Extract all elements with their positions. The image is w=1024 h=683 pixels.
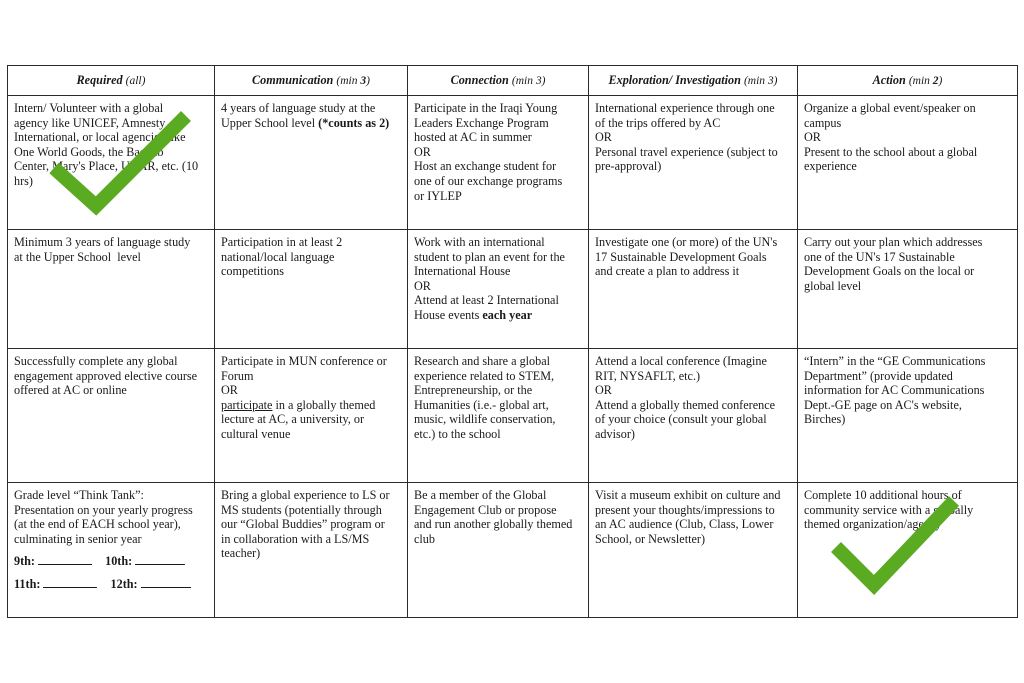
cell-line: OR [804,130,821,145]
cell-line: global level [804,278,862,293]
cell-line: community service with a globally [804,502,974,517]
cell-line: Engagement Club or propose [414,502,557,517]
cell-line: Department” (provide updated [804,368,953,383]
grade-11-field[interactable] [14,577,107,592]
cell-required [8,483,215,618]
cell-line: Attend a globally themed conference [595,397,776,412]
min-num: 3 [535,74,542,87]
cell-line: Be a member of the Global [414,488,547,502]
grade-label: 9th: [14,554,35,569]
cell-line: offered at AC or online [14,383,127,398]
header-row [8,66,1018,96]
grade-10-field[interactable] [105,554,185,569]
cell-line: lecture at AC, a university, or [221,412,365,427]
header-required [8,66,215,96]
cell-line: OR [414,144,431,159]
cell-line: One World Goods, the Baobab [14,144,164,159]
cell-line: competitions [221,264,284,279]
cell-line: experience related to STEM, [414,368,555,383]
min-suffix: ) [366,74,370,87]
cell-communication [215,483,408,618]
header-title: Required [76,72,123,87]
cell-line: Center, Mary's Place, UNAR, etc. (10 [14,159,199,174]
cell-line: OR [595,130,612,145]
cell-line: Birches) [804,412,846,427]
min-num: 3 [360,74,367,87]
cell-line: advisor) [595,426,635,441]
table-row [8,483,1018,618]
cell-line: OR [595,383,612,398]
cell-line: Organize a global event/speaker on [804,101,976,115]
cell-line: Complete 10 additional hours of [804,488,962,502]
cell-line: Present to the school about a global [804,144,978,159]
cell-line: Forum [221,368,254,383]
cell-line: Presentation on your yearly progress [14,502,193,517]
cell-line: Humanities (i.e.- global art, [414,397,549,412]
cell-line: national/local language [221,249,335,264]
table-row [8,349,1018,483]
cell-line: OR [221,383,238,398]
cell-line: Bring a global experience to LS or [221,488,390,502]
cell-line: one of our exchange programs [414,173,563,188]
cell-line: Participation in at least 2 [221,235,343,249]
cell-line: 17 Sustainable Development Goals [595,249,767,264]
cell-exploration [589,349,798,483]
grade-9-field[interactable] [14,554,102,569]
cell-line: Investigate one (or more) of the UN's [595,235,778,249]
cell-line: (at the end of EACH school year), [14,517,181,532]
cell-line: Grade level “Think Tank”: [14,488,144,502]
cell-text: Upper School level [221,115,319,130]
cell-line: Attend a local conference (Imagine [595,354,767,368]
header-min [909,75,943,87]
cell-line: our “Global Buddies” program or [221,517,385,532]
cell-line: an AC audience (Club, Class, Lower [595,517,774,532]
cell-action [798,96,1018,230]
cell-line: International experience through one [595,101,775,115]
grade-10-blank[interactable] [135,554,185,565]
cell-line: Development Goals on the local or [804,264,975,279]
cell-line [414,308,582,323]
cell-line: International, or local agencies like [14,130,186,145]
cell-required [8,349,215,483]
header-title: Action [872,72,906,87]
cell-line: “Intern” in the “GE Communications [804,354,986,368]
grade-row-9-10 [14,554,208,569]
cell-line: Participate in the Iraqi Young [414,101,558,115]
cell-action [798,349,1018,483]
cell-text: House events [414,307,483,322]
cell-line: experience [804,159,857,174]
each-year-emphasis: each year [482,307,533,322]
cell-line: Entrepreneurship, or the [414,383,533,398]
cell-line: Leaders Exchange Program [414,115,549,130]
header-min [744,75,778,87]
cell-connection [408,349,589,483]
header-min [336,75,370,87]
participate-underlined: participate [221,397,273,412]
cell-line: etc.) to the school [414,426,501,441]
cell-line: and create a plan to address it [595,264,740,279]
cell-communication [215,349,408,483]
header-connection [408,66,589,96]
cell-line: Intern/ Volunteer with a global [14,101,164,115]
cell-line: Successfully complete any global [14,354,178,368]
cell-line: campus [804,115,842,130]
cell-line: RIT, NYSAFLT, etc.) [595,368,701,383]
cell-line: at the Upper School level [14,249,141,264]
header-title: Communication [252,72,334,87]
grade-12-blank[interactable] [141,577,191,588]
cell-text: in a globally themed [272,397,376,412]
cell-line: International House [414,264,511,279]
grade-row-11-12 [14,577,208,592]
cell-line: Dept.-GE page on AC's website, [804,397,962,412]
cell-exploration [589,96,798,230]
cell-line: OR [414,278,431,293]
header-exploration [589,66,798,96]
cell-line: club [414,531,435,546]
cell-line [221,398,401,413]
header-min [512,75,546,87]
cell-action [798,483,1018,618]
min-suffix: ) [938,74,943,87]
counts-as-two-note: (*counts as 2) [318,115,390,130]
cell-line: of the trips offered by AC [595,115,721,130]
min-num: 3 [767,74,774,87]
cell-line: Research and share a global [414,354,551,368]
min-suffix: ) [541,74,546,87]
cell-line: pre-approval) [595,159,662,174]
cell-line: culminating in senior year [14,531,142,546]
cell-line: hrs) [14,173,33,188]
grade-9-blank[interactable] [38,554,92,565]
cell-line: themed organization/agency [804,517,942,532]
grade-label: 12th: [110,576,138,591]
cell-line: or IYLEP [414,188,462,203]
cell-line: cultural venue [221,426,291,441]
cell-line: Work with an international [414,235,545,249]
cell-line: Participate in MUN conference or [221,354,387,368]
cell-line: Attend at least 2 International [414,293,559,308]
header-title: Connection [450,72,509,87]
min-num: 2 [932,74,939,87]
table-row [8,230,1018,349]
cell-line: agency like UNICEF, Amnesty [14,115,166,130]
cell-line [221,116,401,131]
cell-line: Host an exchange student for [414,159,557,174]
cell-action [798,230,1018,349]
cell-line: hosted at AC in summer [414,130,532,145]
min-prefix: (min [908,74,933,87]
cell-line: Carry out your plan which addresses [804,235,983,249]
cell-line: one of the UN's 17 Sustainable [804,249,955,264]
table-row [8,96,1018,230]
cell-line: information for AC Communications [804,383,985,398]
cell-line: 4 years of language study at the [221,101,376,115]
cell-line: music, wildlife conservation, [414,412,556,427]
grade-label: 11th: [14,576,41,591]
cell-required [8,230,215,349]
cell-communication [215,230,408,349]
min-prefix: (min [511,74,536,87]
min-prefix: (min [743,74,768,87]
cell-exploration [589,230,798,349]
cell-exploration [589,483,798,618]
header-title: Exploration/ Investigation [608,72,741,87]
cell-line: and run another globally themed [414,517,573,532]
min-suffix: ) [773,74,778,87]
header-min: (all) [125,74,146,87]
cell-required [8,96,215,230]
cell-line: engagement approved elective course [14,368,198,383]
header-communication [215,66,408,96]
grade-11-blank[interactable] [43,577,97,588]
grade-12-field[interactable] [111,577,191,592]
global-engagement-requirements-table [7,65,1018,618]
cell-communication [215,96,408,230]
cell-connection [408,483,589,618]
min-prefix: (min [336,74,361,87]
cell-line: in collaboration with a LS/MS [221,531,370,546]
cell-line: Visit a museum exhibit on culture and [595,488,781,502]
cell-line: of your choice (consult your global [595,412,767,427]
cell-line: student to plan an event for the [414,249,565,264]
cell-line: teacher) [221,546,261,561]
grade-label: 10th: [105,554,133,569]
cell-line: Personal travel experience (subject to [595,144,778,159]
cell-line: present your thoughts/impressions to [595,502,775,517]
header-action [798,66,1018,96]
cell-line: School, or Newsletter) [595,531,705,546]
cell-connection [408,230,589,349]
cell-line: Minimum 3 years of language study [14,235,191,249]
cell-line: MS students (potentially through [221,502,382,517]
cell-connection [408,96,589,230]
